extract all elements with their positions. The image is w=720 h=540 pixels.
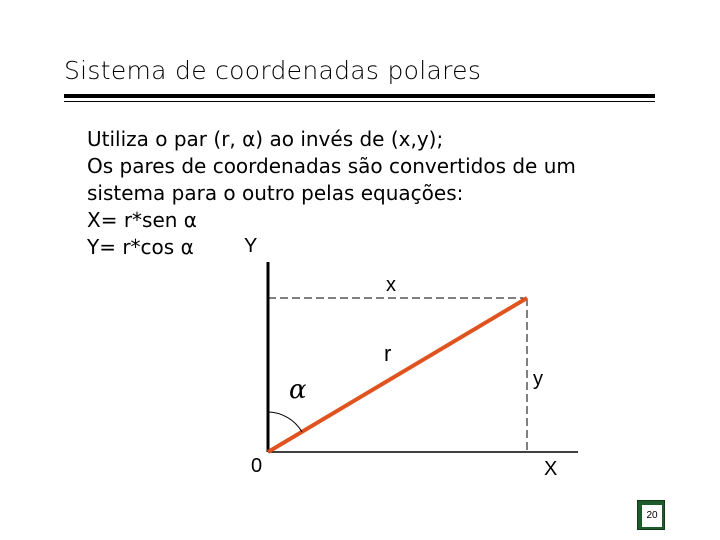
page-number-badge [637, 500, 665, 530]
x-axis-label: X [544, 458, 558, 480]
body-line: Utiliza o par (r, α) ao invés de (x,y); [87, 127, 444, 151]
body-line: Os pares de coordenadas são convertidos de um [87, 154, 576, 178]
radius-vector [268, 298, 527, 452]
angle-label: α [289, 375, 307, 405]
angle-arc [268, 412, 302, 432]
slide-title: Sistema de coordenadas polares [64, 56, 482, 85]
body-line: sistema para o outro pelas equações: [87, 181, 464, 205]
body-line: Y= r*cos α [87, 235, 194, 259]
origin-label: 0 [251, 455, 263, 477]
radius-label: r [384, 341, 392, 366]
page-number: 20 [642, 505, 662, 527]
y-axis-label: Y [244, 235, 258, 257]
x-component-label: x [386, 274, 396, 296]
y-component-label: y [533, 368, 543, 390]
body-line: X= r*sen α [87, 208, 197, 232]
